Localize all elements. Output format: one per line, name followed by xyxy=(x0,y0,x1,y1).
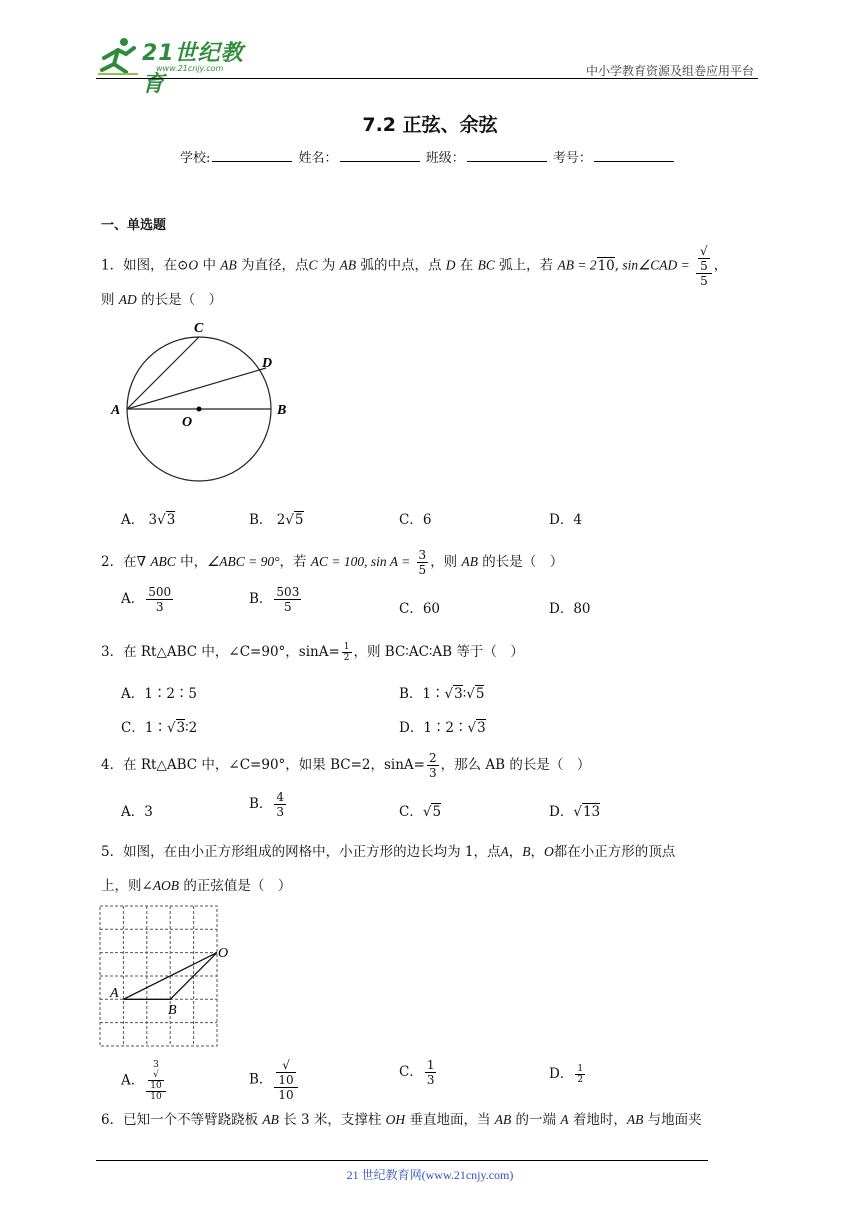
q2-option-b[interactable]: B． $\frac{503}{5}$ xyxy=(249,585,300,614)
footer-text: 21 世纪教育网(www.21cnjy.com) xyxy=(346,1168,514,1182)
q2-option-a[interactable]: A． $\frac{500}{3}$ xyxy=(121,585,172,614)
q3-option-d[interactable]: D．1∶2∶√3 xyxy=(399,720,486,736)
logo xyxy=(96,34,266,97)
q4-fraction: $\frac{2}{3}$ xyxy=(428,751,437,780)
section-heading: 一、单选题 xyxy=(101,218,167,233)
question-2-text: 2．在∇ ABC 中，∠ABC = 90°，若 AC = 100, sin A = $\frac{3}{5}$ ，则 AB 的长是（ ） xyxy=(101,548,564,577)
q4-option-a[interactable]: A．3 xyxy=(121,804,153,820)
question-1-line2: 则 AD 的长是（ ） xyxy=(101,292,223,308)
school-label: 学校: xyxy=(180,151,211,166)
q2-option-c[interactable]: C．60 xyxy=(399,601,441,617)
question-5-line2: 上，则∠AOB 的正弦值是（ ） xyxy=(101,878,292,894)
logo-url-text: www.21cnjy.com xyxy=(156,64,224,73)
question-3-text: 3．在 Rt△ABC 中，∠C=90°，sinA= $\frac{1}{2}$ ，则 BC∶AC∶AB 等于（ ） xyxy=(101,642,524,663)
logo-main-text: 21世纪教育 xyxy=(142,41,244,97)
q2-option-d[interactable]: D．80 xyxy=(549,601,591,617)
q4-option-d[interactable]: D．√13 xyxy=(549,804,601,820)
q2-fraction: $\frac{3}{5}$ xyxy=(418,548,427,577)
student-info-line xyxy=(180,147,676,166)
q5-option-a[interactable]: A． 3 √ 10 10 xyxy=(121,1060,168,1102)
q1-option-c[interactable]: C．6 xyxy=(399,512,432,528)
name-blank[interactable] xyxy=(340,149,420,162)
q5-option-d[interactable]: D． $\frac{1}{2}$ xyxy=(549,1064,584,1085)
q3-fraction: $\frac{1}{2}$ xyxy=(343,642,350,663)
q5-grid-figure xyxy=(96,903,246,1048)
footer-rule xyxy=(96,1160,708,1161)
name-label: 姓名： xyxy=(298,151,338,166)
header-platform-text: 中小学教育资源及组卷应用平台 xyxy=(585,64,754,78)
question-6-text: 6．已知一个不等臂跷跷板 AB 长 3 米，支撑柱 OH 垂直地面，当 AB 的一端 A 着地时，AB 与地面夹 xyxy=(101,1112,702,1128)
fig5-label-o: O xyxy=(218,946,229,961)
class-blank[interactable] xyxy=(467,149,547,162)
question-1-text: 1．如图，在⊙O 中 AB 为直径，点C 为 AB 弧的中点，点 D 在 BC 弧上，若 AB = 210, sin∠CAD = √ 5 5 ， xyxy=(101,244,728,288)
fig1-label-c: C xyxy=(194,321,204,336)
class-label: 班级： xyxy=(425,151,465,166)
fig5-label-b: B xyxy=(168,1003,177,1018)
q5-option-c[interactable]: C． $\frac{1}{3}$ xyxy=(399,1058,435,1087)
q1-option-b[interactable]: B． 2√5 xyxy=(249,512,304,528)
fig5-label-a: A xyxy=(110,986,119,1001)
q5-option-b[interactable]: B． √ 10 10 xyxy=(249,1058,300,1102)
q1-option-a[interactable]: A． 3√3 xyxy=(121,512,176,528)
q3-option-c[interactable]: C．1∶√3∶2 xyxy=(121,720,198,736)
header-rule xyxy=(96,78,758,79)
fig1-label-a: A xyxy=(111,403,121,418)
exam-no-blank[interactable] xyxy=(594,149,674,162)
q1-fraction: √ 5 5 xyxy=(696,244,712,288)
q4-option-b[interactable]: B． $\frac{4}{3}$ xyxy=(249,790,285,819)
fig1-label-o: O xyxy=(182,415,193,430)
school-blank[interactable] xyxy=(212,149,292,162)
q4-option-c[interactable]: C．√5 xyxy=(399,804,442,820)
fig1-label-b: B xyxy=(277,403,287,418)
exam-no-label: 考号： xyxy=(552,151,592,166)
question-5-text: 5．如图，在由小正方形组成的网格中，小正方形的边长均为 1，点A，B，O都在小正方形的顶点 xyxy=(101,844,676,860)
runner-logo-icon xyxy=(96,36,140,76)
question-4-text: 4．在 Rt△ABC 中，∠C=90°，如果 BC=2，sinA= $\frac{2}{3}$ ，那么 AB 的长是（ ） xyxy=(101,751,591,780)
q1-circle-figure xyxy=(105,316,305,486)
q3-option-b[interactable]: B．1∶√3∶√5 xyxy=(399,686,485,702)
q1-option-d[interactable]: D．4 xyxy=(549,512,582,528)
page-title: 7.2 正弦、余弦 xyxy=(362,114,498,136)
fig1-label-d: D xyxy=(262,356,273,371)
q3-option-a[interactable]: A．1∶2∶5 xyxy=(121,686,198,702)
